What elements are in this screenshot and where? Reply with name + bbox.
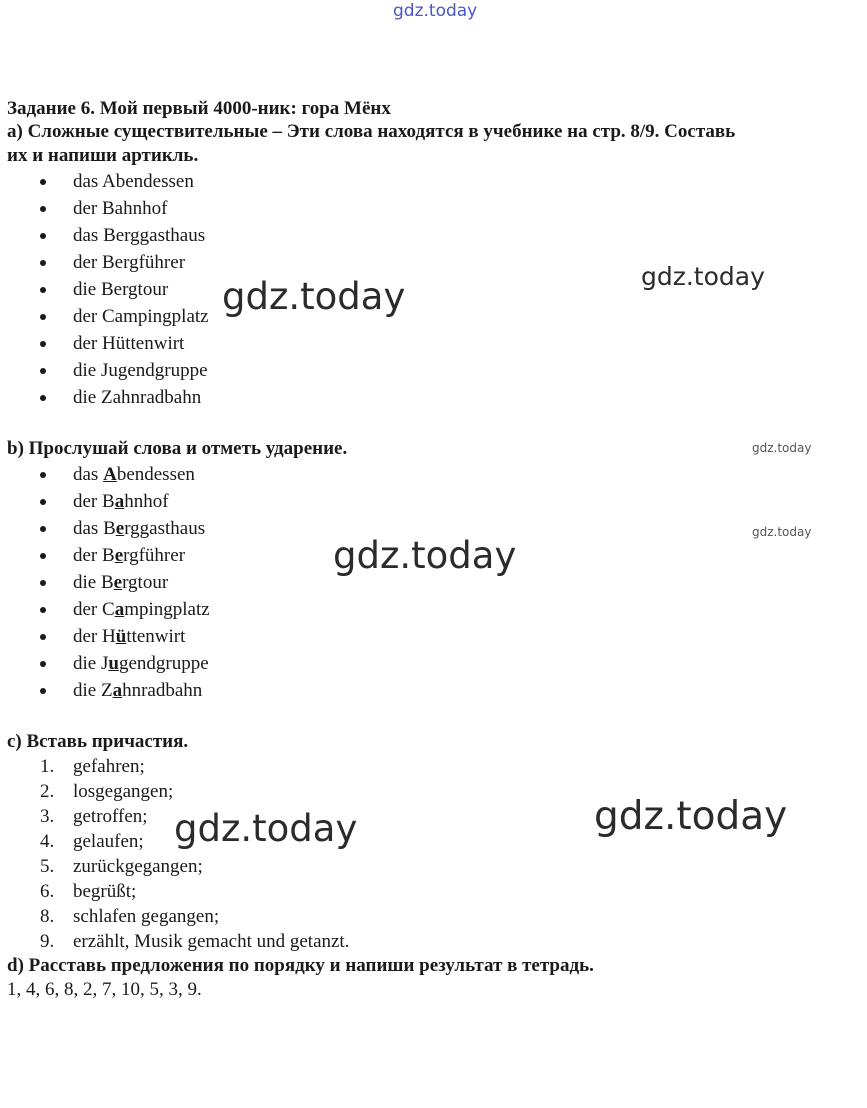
bullet-icon bbox=[40, 499, 46, 505]
bullet-icon bbox=[40, 580, 46, 586]
bullet-icon bbox=[40, 634, 46, 640]
bullet-icon bbox=[40, 607, 46, 613]
bullet-icon bbox=[40, 260, 46, 266]
bullet-icon bbox=[40, 233, 46, 239]
list-item: 4. gelaufen; bbox=[40, 831, 144, 852]
section-c-heading: c) Вставь причастия. bbox=[7, 731, 189, 752]
stressed-letter: a bbox=[114, 599, 125, 620]
list-item: die Zahnradbahn bbox=[7, 384, 865, 411]
bullet-icon bbox=[40, 287, 46, 293]
bullet-icon bbox=[40, 314, 46, 320]
watermark: gdz.today bbox=[752, 525, 812, 539]
item-number: 6. bbox=[40, 881, 55, 902]
bullet-icon bbox=[40, 206, 46, 212]
watermark: gdz.today bbox=[174, 807, 358, 850]
list-item: 1. gefahren; bbox=[40, 756, 145, 777]
bullet-icon bbox=[40, 472, 46, 478]
watermark: gdz.today bbox=[752, 441, 812, 455]
list-item: der Bahnhof bbox=[7, 488, 865, 515]
list-item: 6. begrüßt; bbox=[40, 881, 137, 902]
item-number: 3. bbox=[40, 806, 55, 827]
item-number: 4. bbox=[40, 831, 55, 852]
list-item: 3. getroffen; bbox=[40, 806, 148, 827]
stressed-letter: a bbox=[112, 680, 123, 701]
bullet-icon bbox=[40, 661, 46, 667]
stressed-letter: u bbox=[108, 653, 119, 674]
watermark: gdz.today bbox=[222, 275, 406, 318]
list-item: die Jugendgruppe bbox=[7, 357, 865, 384]
watermark: gdz.today bbox=[333, 534, 517, 577]
list-item: der Hüttenwirt bbox=[7, 623, 865, 650]
list-item: die Zahnradbahn bbox=[7, 677, 865, 704]
section-b-list bbox=[7, 461, 865, 704]
list-item: der Campingplatz bbox=[7, 303, 865, 330]
task-title: Задание 6. Мой первый 4000-ник: гора Мёнх bbox=[7, 98, 391, 119]
list-item: der Hüttenwirt bbox=[7, 330, 865, 357]
list-item: die Jugendgruppe bbox=[7, 650, 865, 677]
section-c bbox=[7, 730, 865, 954]
item-number: 1. bbox=[40, 756, 55, 777]
list-item: die Bergtour bbox=[7, 569, 865, 596]
section-a-list bbox=[7, 168, 865, 411]
section-a bbox=[7, 120, 865, 411]
list-item: 9. erzählt, Musik gemacht und getanzt. bbox=[40, 931, 350, 952]
bullet-icon bbox=[40, 179, 46, 185]
list-item: das Berggasthaus bbox=[7, 515, 865, 542]
stressed-letter: e bbox=[113, 572, 123, 593]
list-item: die Bergtour bbox=[7, 276, 865, 303]
list-item: der Bergführer bbox=[7, 249, 865, 276]
bullet-icon bbox=[40, 368, 46, 374]
bullet-icon bbox=[40, 526, 46, 532]
section-c-list bbox=[7, 754, 865, 954]
bullet-icon bbox=[40, 553, 46, 559]
watermark: gdz.today bbox=[594, 794, 788, 839]
list-item: 8. schlafen gegangen; bbox=[40, 906, 220, 927]
stressed-letter: a bbox=[114, 491, 125, 512]
section-b-heading: b) Прослушай слова и отметь ударение. bbox=[7, 438, 348, 459]
section-d-answer: 1, 4, 6, 8, 2, 7, 10, 5, 3, 9. bbox=[7, 979, 202, 1000]
list-item: das Abendessen bbox=[7, 168, 865, 195]
watermark: gdz.today bbox=[641, 262, 765, 291]
item-number: 5. bbox=[40, 856, 55, 877]
item-number: 2. bbox=[40, 781, 55, 802]
item-number: 9. bbox=[40, 931, 55, 952]
section-d bbox=[7, 954, 865, 1002]
stressed-letter: e bbox=[115, 518, 125, 539]
bullet-icon bbox=[40, 341, 46, 347]
watermark-top: gdz.today bbox=[393, 1, 478, 21]
stressed-letter: e bbox=[114, 545, 124, 566]
section-a-heading-line1: а) Сложные существительные – Эти слова находятся в учебнике на стр. 8/9. Составь bbox=[7, 121, 736, 142]
section-a-heading-line2: их и напиши артикль. bbox=[7, 145, 199, 166]
section-b bbox=[7, 437, 865, 704]
item-number: 8. bbox=[40, 906, 55, 927]
document-body bbox=[7, 98, 865, 1002]
list-item: der Campingplatz bbox=[7, 596, 865, 623]
list-item: das Abendessen bbox=[7, 461, 865, 488]
list-item: der Bahnhof bbox=[7, 195, 865, 222]
list-item: der Bergführer bbox=[7, 542, 865, 569]
section-d-heading: d) Расставь предложения по порядку и напиши результат в тетрадь. bbox=[7, 955, 594, 976]
list-item: 2. losgegangen; bbox=[40, 781, 174, 802]
bullet-icon bbox=[40, 395, 46, 401]
bullet-icon bbox=[40, 688, 46, 694]
list-item: das Berggasthaus bbox=[7, 222, 865, 249]
stressed-letter: ü bbox=[115, 626, 127, 647]
list-item: 5. zurückgegangen; bbox=[40, 856, 203, 877]
stressed-letter: A bbox=[103, 464, 117, 485]
